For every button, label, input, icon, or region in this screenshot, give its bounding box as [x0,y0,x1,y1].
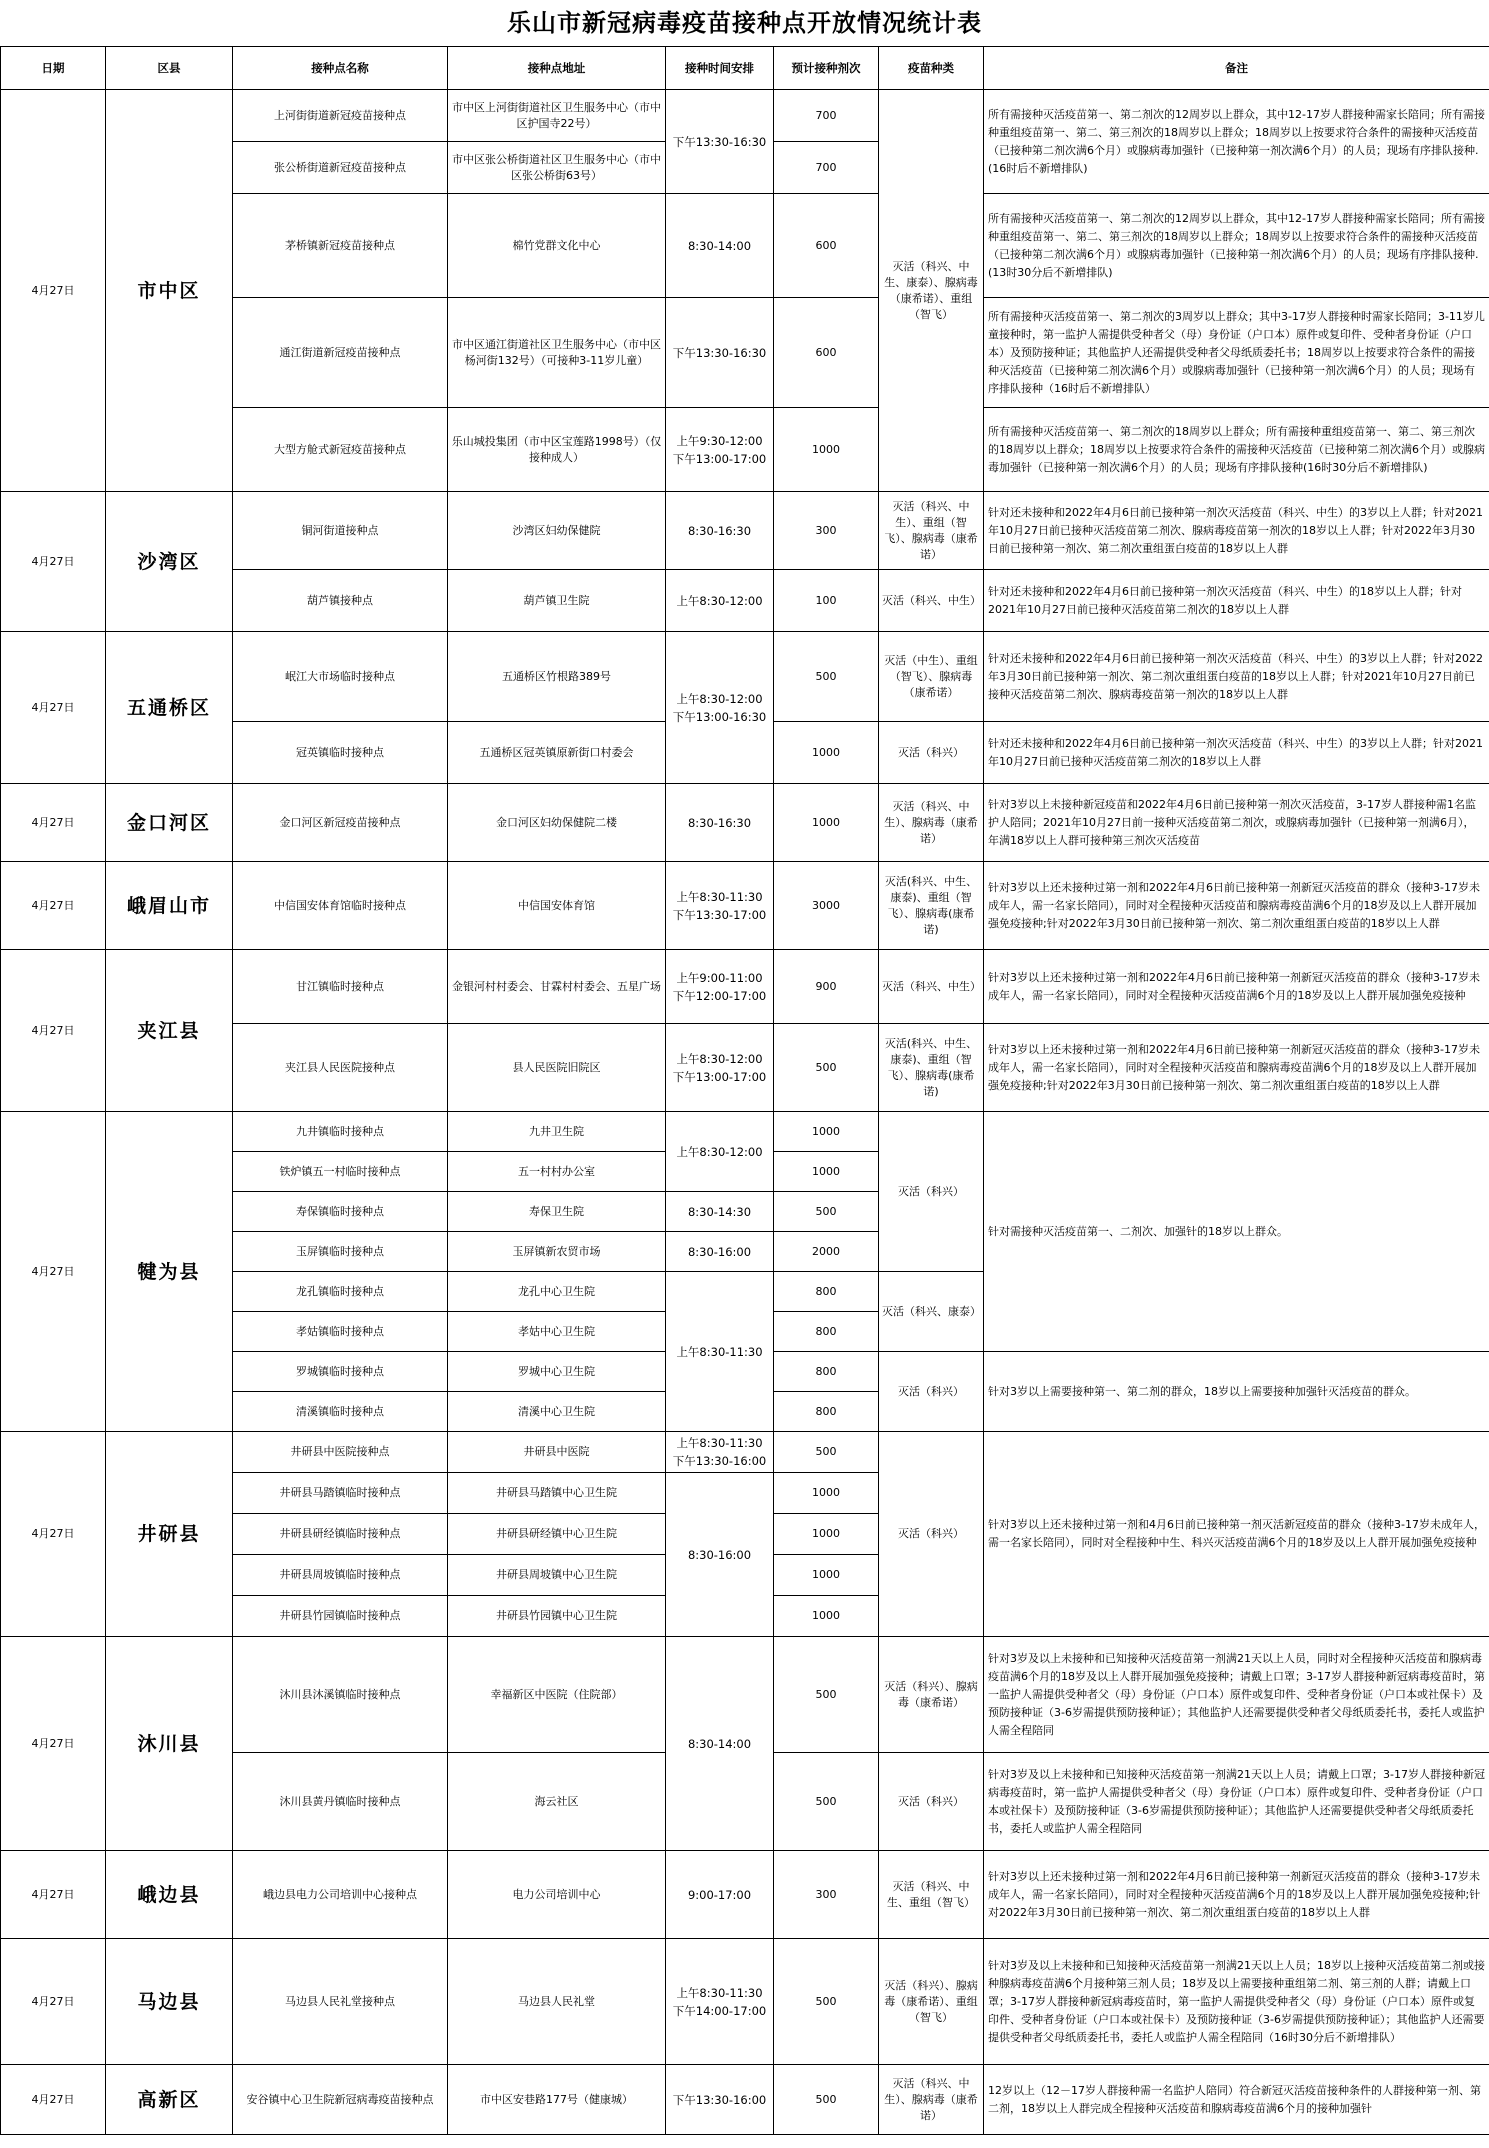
county-cell: 金口河区 [106,784,233,862]
remarks-cell: 针对3岁及以上未接种和已知接种灭活疫苗第一剂满21天以上人员；18岁以上接种灭活疫苗第二剂或接种腺病毒疫苗满6个月接种第三剂人员；18岁及以上需要接种重组第二剂、第三剂的人群；请戴上口罩；3-17岁人群接种新冠病毒疫苗时，第一监护人需提供受种者父（母）身份证（户口本）原件或复印件、受种者身份证（户口本或社保卡）及预防接种证（3-6岁需提供预防接种证）；其他监护人还需要提供受种者父母纸质委托书，委托人或监护人需全程陪同（16时30分后不新增排队） [984,1939,1489,2065]
doses-cell: 500 [774,2065,879,2135]
schedule-cell: 8:30-16:30 [666,784,774,862]
vaccine-type-cell: 灭活（科兴、中生）、腺病毒（康希诺） [879,784,984,862]
doses-cell: 1000 [774,1112,879,1152]
vaccine-type-cell: 灭活（科兴） [879,1112,984,1272]
site-address: 井研县周坡镇中心卫生院 [448,1555,666,1596]
header-site-address: 接种点地址 [448,47,666,90]
site-address: 电力公司培训中心 [448,1851,666,1939]
doses-cell: 300 [774,1851,879,1939]
doses-cell: 3000 [774,862,879,950]
doses-cell: 1000 [774,1596,879,1637]
schedule-cell: 8:30-16:00 [666,1473,774,1637]
remarks-cell: 针对还未接种和2022年4月6日前已接种第一剂次灭活疫苗（科兴、中生）的3岁以上人群；针对2022年3月30日前已接种第一剂次、第二剂次重组蛋白疫苗的18岁以上人群；针对2021年10月27日前已接种灭活疫苗第二剂次、腺病毒疫苗第一剂次的18岁以上人群 [984,632,1489,722]
vaccine-type-cell: 灭活（科兴、中生）、重组（智飞）、腺病毒（康希诺） [879,492,984,570]
header-row [1,47,1489,90]
site-address: 五通桥区竹根路389号 [448,632,666,722]
doses-cell: 1000 [774,1514,879,1555]
doses-cell: 500 [774,632,879,722]
site-address: 棉竹党群文化中心 [448,194,666,298]
vaccination-table [0,46,1489,2135]
vaccine-type-cell: 灭活（科兴）、腺病毒（康希诺） [879,1637,984,1753]
schedule-cell: 上午8:30-11:30 [666,1272,774,1432]
remarks-cell: 12岁以上（12－17岁人群接种需一名监护人陪同）符合新冠灭活疫苗接种条件的人群接种第一剂、第二剂，18岁以上人群完成全程接种灭活疫苗和腺病毒疫苗满6个月的接种加强针 [984,2065,1489,2135]
site-address: 葫芦镇卫生院 [448,570,666,632]
site-name: 中信国安体育馆临时接种点 [233,862,448,950]
site-name: 九井镇临时接种点 [233,1112,448,1152]
county-cell: 峨眉山市 [106,862,233,950]
site-address: 乐山城投集团（市中区宝莲路1998号）（仅接种成人） [448,408,666,492]
date-cell: 4月27日 [1,950,106,1112]
table-row [1,1939,1489,2065]
schedule-cell: 上午9:00-11:00 下午12:00-17:00 [666,950,774,1024]
vaccine-type-cell: 灭活（科兴） [879,722,984,784]
header-remarks: 备注 [984,47,1489,90]
remarks-cell: 所有需接种灭活疫苗第一、第二剂次的12周岁以上群众，其中12-17岁人群接种需家长陪同；所有需接种重组疫苗第一、第二、第三剂次的18周岁以上群众；18周岁以上按要求符合条件的需接种灭活疫苗（已接种第二剂次满6个月）或腺病毒加强针（已接种第一剂次满6个月）的人员；现场有序排队接种.(16时后不新增排队) [984,90,1489,194]
schedule-cell: 上午8:30-12:00 [666,570,774,632]
date-cell: 4月27日 [1,492,106,632]
doses-cell: 2000 [774,1232,879,1272]
site-address: 市中区安巷路177号（健康城） [448,2065,666,2135]
schedule-cell: 8:30-14:00 [666,194,774,298]
remarks-cell: 针对还未接种和2022年4月6日前已接种第一剂次灭活疫苗（科兴、中生）的3岁以上人群；针对2021年10月27日前已接种灭活疫苗第二剂次的18岁以上人群 [984,722,1489,784]
site-address: 九井卫生院 [448,1112,666,1152]
remarks-cell: 所有需接种灭活疫苗第一、第二剂次的12周岁以上群众，其中12-17岁人群接种需家长陪同；所有需接种重组疫苗第一、第二、第三剂次的18周岁以上群众；18周岁以上按要求符合条件的需接种灭活疫苗（已接种第二剂次满6个月）或腺病毒加强针（已接种第一剂次满6个月）的人员；现场有序排队接种.(13时30分后不新增排队) [984,194,1489,298]
vaccine-type-cell: 灭活（科兴） [879,1352,984,1432]
schedule-cell: 上午8:30-12:00 下午13:00-17:00 [666,1024,774,1112]
county-cell: 沐川县 [106,1637,233,1851]
table-row [1,1112,1489,1152]
site-name: 沐川县沐溪镇临时接种点 [233,1637,448,1753]
site-name: 铜河街道接种点 [233,492,448,570]
doses-cell: 800 [774,1312,879,1352]
site-address: 中信国安体育馆 [448,862,666,950]
vaccine-type-cell: 灭活（科兴、中生） [879,570,984,632]
site-name: 冠英镇临时接种点 [233,722,448,784]
vaccine-type-cell: 灭活（科兴、中生、康泰）、腺病毒（康希诺）、重组（智飞） [879,90,984,492]
table-row [1,1851,1489,1939]
date-cell: 4月27日 [1,1637,106,1851]
site-address: 孝姑中心卫生院 [448,1312,666,1352]
remarks-cell: 针对3岁以上需要接种第一、第二剂的群众，18岁以上需要接种加强针灭活疫苗的群众。 [984,1352,1489,1432]
schedule-cell: 8:30-14:30 [666,1192,774,1232]
county-cell: 五通桥区 [106,632,233,784]
table-row [1,784,1489,862]
date-cell: 4月27日 [1,862,106,950]
vaccine-type-cell: 灭活（科兴） [879,1753,984,1851]
site-name: 寿保镇临时接种点 [233,1192,448,1232]
schedule-cell: 下午13:30-16:30 [666,90,774,194]
doses-cell: 500 [774,1753,879,1851]
county-cell: 沙湾区 [106,492,233,632]
vaccine-type-cell: 灭活（科兴） [879,1432,984,1637]
schedule-cell: 上午8:30-12:00 [666,1112,774,1192]
date-cell: 4月27日 [1,2065,106,2135]
table-row [1,632,1489,722]
site-name: 玉屏镇临时接种点 [233,1232,448,1272]
remarks-cell: 针对3岁及以上未接种和已知接种灭活疫苗第一剂满21天以上人员，同时对全程接种灭活疫苗和腺病毒疫苗满6个月的18岁及以上人群开展加强免疫接种；请戴上口罩；3-17岁人群接种新冠病毒疫苗时，第一监护人需提供受种者父（母）身份证（户口本）原件或复印件、受种者身份证（户口本或社保卡）及预防接种证（3-6岁需提供预防接种证）；其他监护人还需要提供受种者父母纸质委托书，委托人或监护人需全程陪同 [984,1637,1489,1753]
table-row [1,862,1489,950]
site-address: 罗城中心卫生院 [448,1352,666,1392]
doses-cell: 300 [774,492,879,570]
remarks-cell: 针对3岁以上还未接种过第一剂和4月6日前已接种第一剂灭活新冠疫苗的群众（接种3-17岁未成年人，需一名家长陪同），同时对全程接种中生、科兴灭活疫苗满6个月的18岁及以上人群开展加强免疫接种 [984,1432,1489,1637]
vaccine-type-cell: 灭活（科兴、中生） [879,950,984,1024]
doses-cell: 1000 [774,1152,879,1192]
site-address: 市中区上河街街道社区卫生服务中心（市中区护国寺22号） [448,90,666,142]
site-name: 孝姑镇临时接种点 [233,1312,448,1352]
vaccine-type-cell: 灭活（科兴）、腺病毒（康希诺）、重组（智飞） [879,1939,984,2065]
doses-cell: 500 [774,1637,879,1753]
site-name: 井研县竹园镇临时接种点 [233,1596,448,1637]
site-name: 井研县周坡镇临时接种点 [233,1555,448,1596]
vaccine-type-cell: 灭活（科兴、中生）、腺病毒（康希诺） [879,2065,984,2135]
county-cell: 犍为县 [106,1112,233,1432]
site-address: 井研县中医院 [448,1432,666,1473]
site-name: 张公桥街道新冠疫苗接种点 [233,142,448,194]
doses-cell: 100 [774,570,879,632]
date-cell: 4月27日 [1,90,106,492]
site-address: 沙湾区妇幼保健院 [448,492,666,570]
site-address: 马边县人民礼堂 [448,1939,666,2065]
county-cell: 夹江县 [106,950,233,1112]
doses-cell: 900 [774,950,879,1024]
table-row [1,950,1489,1024]
site-name: 夹江县人民医院接种点 [233,1024,448,1112]
doses-cell: 700 [774,90,879,142]
remarks-cell: 针对还未接种和2022年4月6日前已接种第一剂次灭活疫苗（科兴、中生）的18岁以上人群；针对2021年10月27日前已接种灭活疫苗第二剂次的18岁以上人群 [984,570,1489,632]
schedule-cell: 下午13:30-16:00 [666,2065,774,2135]
remarks-cell: 针对3岁以上还未接种过第一剂和2022年4月6日前已接种第一剂新冠灭活疫苗的群众（接种3-17岁未成年人，需一名家长陪同），同时对全程接种灭活疫苗和腺病毒疫苗满6个月的18岁及以上人群开展加强免疫接种;针对2022年3月30日前已接种第一剂次、第二剂次重组蛋白疫苗的18岁以上人群 [984,1024,1489,1112]
site-name: 沐川县黄丹镇临时接种点 [233,1753,448,1851]
site-address: 五通桥区冠英镇原新街口村委会 [448,722,666,784]
site-name: 罗城镇临时接种点 [233,1352,448,1392]
site-address: 幸福新区中医院（住院部） [448,1637,666,1753]
schedule-cell: 8:30-16:00 [666,1232,774,1272]
doses-cell: 500 [774,1432,879,1473]
site-name: 峨边县电力公司培训中心接种点 [233,1851,448,1939]
site-address: 玉屏镇新农贸市场 [448,1232,666,1272]
site-name: 上河街街道新冠疫苗接种点 [233,90,448,142]
schedule-cell: 上午8:30-11:30 下午13:30-16:00 [666,1432,774,1473]
doses-cell: 700 [774,142,879,194]
header-county: 区县 [106,47,233,90]
site-address: 井研县竹园镇中心卫生院 [448,1596,666,1637]
vaccine-type-cell: 灭活（科兴、康泰） [879,1272,984,1352]
doses-cell: 500 [774,1192,879,1232]
doses-cell: 800 [774,1352,879,1392]
county-cell: 井研县 [106,1432,233,1637]
site-address: 龙孔中心卫生院 [448,1272,666,1312]
site-address: 市中区通江街道社区卫生服务中心（市中区杨河街132号）（可接种3-11岁儿童） [448,298,666,408]
remarks-cell: 针对3岁以上未接种新冠疫苗和2022年4月6日前已接种第一剂次灭活疫苗，3-17岁人群接种需1名监护人陪同；2021年10月27日前一接种灭活疫苗第二剂次，或腺病毒加强针（已接种第一剂满6月），年满18岁以上人群可接种第三剂次灭活疫苗 [984,784,1489,862]
site-address: 金银河村村委会、甘霖村村委会、五星广场 [448,950,666,1024]
schedule-cell: 上午8:30-11:30 下午14:00-17:00 [666,1939,774,2065]
site-address: 县人民医院旧院区 [448,1024,666,1112]
schedule-cell: 8:30-14:00 [666,1637,774,1851]
doses-cell: 500 [774,1024,879,1112]
remarks-cell: 所有需接种灭活疫苗第一、第二剂次的3周岁以上群众；其中3-17岁人群接种时需家长陪同；3-11岁儿童接种时，第一监护人需提供受种者父（母）身份证（户口本）原件或复印件、受种者身份证（户口本）及预防接种证；其他监护人还需提供受种者父母纸质委托书；18周岁以上按要求符合条件的需接种灭活疫苗（已接种第二剂次满6个月）或腺病毒加强针（已接种第一剂次满6个月）的人员；现场有序排队接种（16时后不新增排队） [984,298,1489,408]
remarks-cell: 针对3岁及以上未接种和已知接种灭活疫苗第一剂满21天以上人员；请戴上口罩；3-17岁人群接种新冠病毒疫苗时，第一监护人需提供受种者父（母）身份证（户口本）原件或复印件、受种者身份证（户口本或社保卡）及预防接种证（3-6岁需提供预防接种证）；其他监护人还需要提供受种者父母纸质委托书，委托人或监护人需全程陪同 [984,1753,1489,1851]
doses-cell: 1000 [774,1473,879,1514]
doses-cell: 1000 [774,784,879,862]
table-row [1,1432,1489,1473]
header-date: 日期 [1,47,106,90]
table-row [1,2065,1489,2135]
site-name: 通江街道新冠疫苗接种点 [233,298,448,408]
doses-cell: 800 [774,1272,879,1312]
schedule-cell: 上午8:30-11:30 下午13:30-17:00 [666,862,774,950]
county-cell: 马边县 [106,1939,233,2065]
table-row [1,90,1489,142]
site-name: 井研县中医院接种点 [233,1432,448,1473]
table-row [1,1637,1489,1753]
page-title: 乐山市新冠病毒疫苗接种点开放情况统计表 [507,9,982,37]
site-name: 金口河区新冠疫苗接种点 [233,784,448,862]
site-address: 井研县马踏镇中心卫生院 [448,1473,666,1514]
date-cell: 4月27日 [1,1939,106,2065]
site-name: 安谷镇中心卫生院新冠病毒疫苗接种点 [233,2065,448,2135]
doses-cell: 1000 [774,408,879,492]
doses-cell: 500 [774,1939,879,2065]
header-site-name: 接种点名称 [233,47,448,90]
county-cell: 市中区 [106,90,233,492]
date-cell: 4月27日 [1,1432,106,1637]
date-cell: 4月27日 [1,784,106,862]
vaccine-type-cell: 灭活（科兴、中生、重组（智飞） [879,1851,984,1939]
doses-cell: 600 [774,194,879,298]
site-name: 茅桥镇新冠疫苗接种点 [233,194,448,298]
site-address: 井研县研经镇中心卫生院 [448,1514,666,1555]
vaccine-type-cell: 灭活（中生）、重组（智飞）、腺病毒（康希诺） [879,632,984,722]
header-doses: 预计接种剂次 [774,47,879,90]
vaccine-type-cell: 灭活(科兴、中生、康泰)、重组（智飞）、腺病毒(康希诺) [879,1024,984,1112]
site-address: 市中区张公桥街道社区卫生服务中心（市中区张公桥街63号） [448,142,666,194]
site-address: 寿保卫生院 [448,1192,666,1232]
remarks-cell: 针对需接种灭活疫苗第一、二剂次、加强针的18岁以上群众。 [984,1112,1489,1352]
schedule-cell: 9:00-17:00 [666,1851,774,1939]
header-vaccine-type: 疫苗种类 [879,47,984,90]
schedule-cell: 下午13:30-16:30 [666,298,774,408]
site-name: 井研县马踏镇临时接种点 [233,1473,448,1514]
doses-cell: 1000 [774,1555,879,1596]
remarks-cell: 所有需接种灭活疫苗第一、第二剂次的18周岁以上群众；所有需接种重组疫苗第一、第二、第三剂次的18周岁以上群众；18周岁以上按要求符合条件的需接种灭活疫苗（已接种第二剂次满6个月）或腺病毒加强针（已接种第一剂次满6个月）的人员；现场有序排队接种(16时30分后不新增排队) [984,408,1489,492]
site-name: 岷江大市场临时接种点 [233,632,448,722]
date-cell: 4月27日 [1,632,106,784]
site-address: 五一村村办公室 [448,1152,666,1192]
date-cell: 4月27日 [1,1851,106,1939]
site-name: 大型方舱式新冠疫苗接种点 [233,408,448,492]
vaccine-type-cell: 灭活(科兴、中生、康泰)、重组（智飞）、腺病毒(康希诺) [879,862,984,950]
site-name: 龙孔镇临时接种点 [233,1272,448,1312]
county-cell: 峨边县 [106,1851,233,1939]
county-cell: 高新区 [106,2065,233,2135]
site-name: 马边县人民礼堂接种点 [233,1939,448,2065]
site-name: 清溪镇临时接种点 [233,1392,448,1432]
site-address: 清溪中心卫生院 [448,1392,666,1432]
remarks-cell: 针对3岁以上还未接种过第一剂和2022年4月6日前已接种第一剂新冠灭活疫苗的群众（接种3-17岁未成年人，需一名家长陪同），同时对全程接种灭活疫苗满6个月的18岁及以上人群开展加强免疫接种;针对2022年3月30日前已接种第一剂次、第二剂次重组蛋白疫苗的18岁以上人群 [984,1851,1489,1939]
date-cell: 4月27日 [1,1112,106,1432]
site-address: 金口河区妇幼保健院二楼 [448,784,666,862]
site-name: 葫芦镇接种点 [233,570,448,632]
doses-cell: 600 [774,298,879,408]
schedule-cell: 上午8:30-12:00 下午13:00-16:30 [666,632,774,784]
site-name: 甘江镇临时接种点 [233,950,448,1024]
remarks-cell: 针对3岁以上还未接种过第一剂和2022年4月6日前已接种第一剂新冠灭活疫苗的群众（接种3-17岁未成年人，需一名家长陪同），同时对全程接种灭活疫苗满6个月的18岁及以上人群开展加强免疫接种 [984,950,1489,1024]
schedule-cell: 上午9:30-12:00 下午13:00-17:00 [666,408,774,492]
header-schedule: 接种时间安排 [666,47,774,90]
table-row [1,492,1489,570]
site-name: 井研县研经镇临时接种点 [233,1514,448,1555]
doses-cell: 800 [774,1392,879,1432]
remarks-cell: 针对还未接种和2022年4月6日前已接种第一剂次灭活疫苗（科兴、中生）的3岁以上人群；针对2021年10月27日前已接种灭活疫苗第二剂次、腺病毒疫苗第一剂次的18岁以上人群；针对2022年3月30日前已接种第一剂次、第二剂次重组蛋白疫苗的18岁以上人群 [984,492,1489,570]
schedule-cell: 8:30-16:30 [666,492,774,570]
site-address: 海云社区 [448,1753,666,1851]
remarks-cell: 针对3岁以上还未接种过第一剂和2022年4月6日前已接种第一剂新冠灭活疫苗的群众（接种3-17岁未成年人，需一名家长陪同），同时对全程接种灭活疫苗和腺病毒疫苗满6个月的18岁及以上人群开展加强免疫接种;针对2022年3月30日前已接种第一剂次、第二剂次重组蛋白疫苗的18岁以上人群 [984,862,1489,950]
site-name: 铁炉镇五一村临时接种点 [233,1152,448,1192]
doses-cell: 1000 [774,722,879,784]
